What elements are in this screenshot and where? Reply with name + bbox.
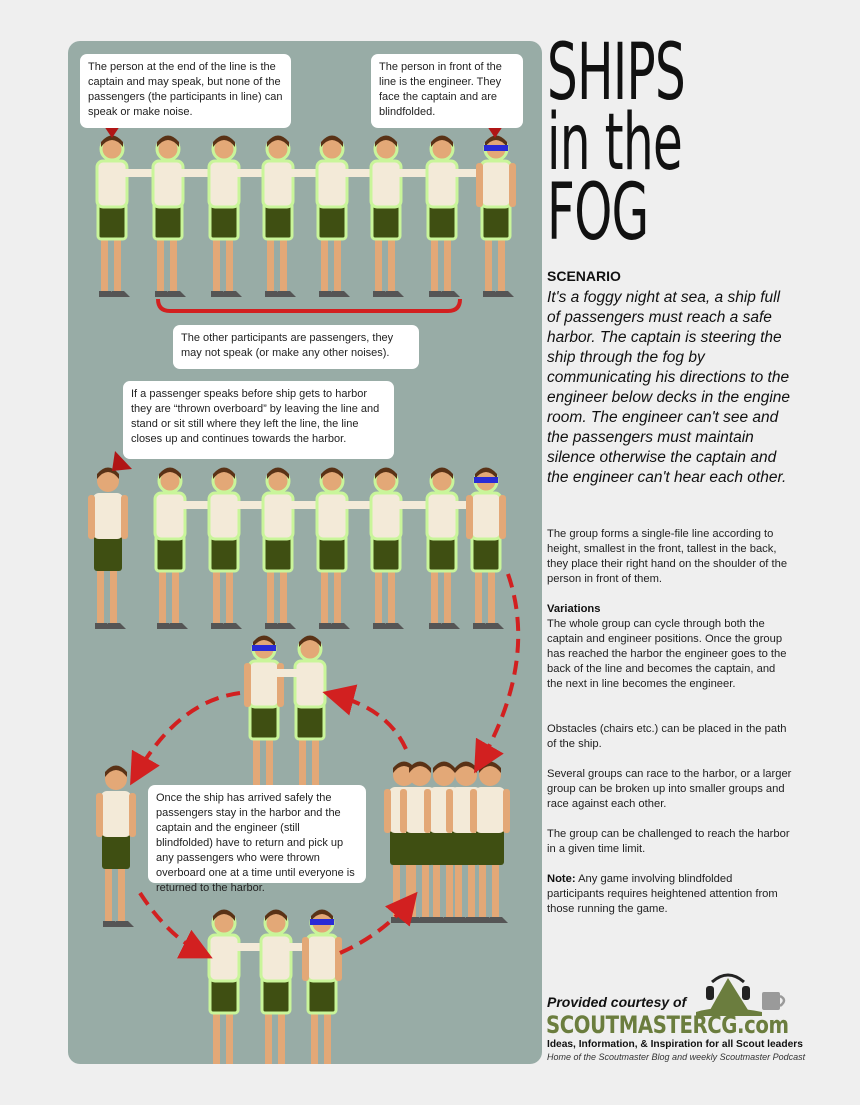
passengers-bubble: The other participants are passengers, they may not speak (or make any other noises). <box>173 325 419 369</box>
brand-logo-text[interactable]: SCOUTMASTERCG.com <box>546 1011 789 1039</box>
title-line-2: in the <box>547 98 683 188</box>
return-bubble: Once the ship has arrived safely the passengers stay in the harbor and the captain and the engineer (still blindfolded) have to return and pick up any passengers who were thrown overboard one at a time until everyone is returned to the harbor. <box>148 785 366 883</box>
illustration-panel <box>68 41 542 1064</box>
harbor-figure <box>470 762 510 924</box>
brand-home-note: Home of the Scoutmaster Blog and weekly Scoutmaster Podcast <box>547 1052 806 1062</box>
note-block <box>547 872 792 917</box>
title-line-3: FOG <box>547 168 649 258</box>
obstacles-text: Obstacles (chairs etc.) can be placed in the path of the ship. <box>547 723 787 750</box>
brand-tagline: Ideas, Information, & Inspiration for all Scout leaders <box>547 1039 803 1050</box>
variations-block <box>547 602 792 692</box>
variations-heading: Variations <box>547 603 601 615</box>
engineer-figure <box>244 636 284 798</box>
line-rule-text: The group forms a single-file line according to height, smallest in the front, tallest in the back, they place their right hand on the shoulder of the person in front of them. <box>547 528 788 585</box>
overboard-bubble: If a passenger speaks before ship gets to harbor they are “thrown overboard” by leaving the line and stand or sit still where they left the line, the line closes up and continues towards the harbor. <box>123 381 394 459</box>
engineer-figure <box>466 468 506 630</box>
passenger-bracket <box>158 299 460 311</box>
note-label: Note: <box>547 873 576 885</box>
title-line-1: SHIPS <box>547 28 686 118</box>
provided-courtesy: Provided courtesy of <box>547 994 687 1010</box>
scene-illustration <box>68 41 542 1064</box>
engineer-bubble: The person in front of the line is the engineer. They face the captain and are blindfolded. <box>371 54 523 128</box>
overboard-figure <box>88 468 128 630</box>
engineer-figure <box>476 136 516 298</box>
arrow-return-left <box>136 693 240 775</box>
engineer-figure <box>302 910 342 1065</box>
race-text: Several groups can race to the harbor, or a larger group can be broken up into smaller groups and race against each other. <box>547 768 792 810</box>
note-text: Any game involving blindfolded participants requires heightened attention from those running the game. <box>547 873 778 915</box>
captain-bubble: The person at the end of the line is the captain and may speak, but none of the passengers (the participants in line) can speak or make noise. <box>80 54 291 128</box>
variations-text: The whole group can cycle through both the captain and engineer positions. Once the group has reached the harbor the engineer goes to the back of the line and becomes the captain, and the next in line becomes the engineer. <box>547 618 787 690</box>
overboard-figure <box>96 766 136 928</box>
page-title <box>547 28 686 258</box>
time-limit-text: The group can be challenged to reach the harbor in a given time limit. <box>547 828 790 855</box>
arrow-to-harbor <box>480 574 518 763</box>
scenario-text: It's a foggy night at sea, a ship full of passengers must reach a safe harbor. The captain is steering the ship through the fog by communicating his directions to the engineer below decks in the engine room. The engineer can't see and the passengers must maintain silence otherwise the captain and the engineer can't hear each other. <box>547 289 791 486</box>
arrow-pickup <box>140 893 202 953</box>
scenario-heading: SCENARIO <box>547 268 621 284</box>
arrow-return-up <box>334 695 406 749</box>
